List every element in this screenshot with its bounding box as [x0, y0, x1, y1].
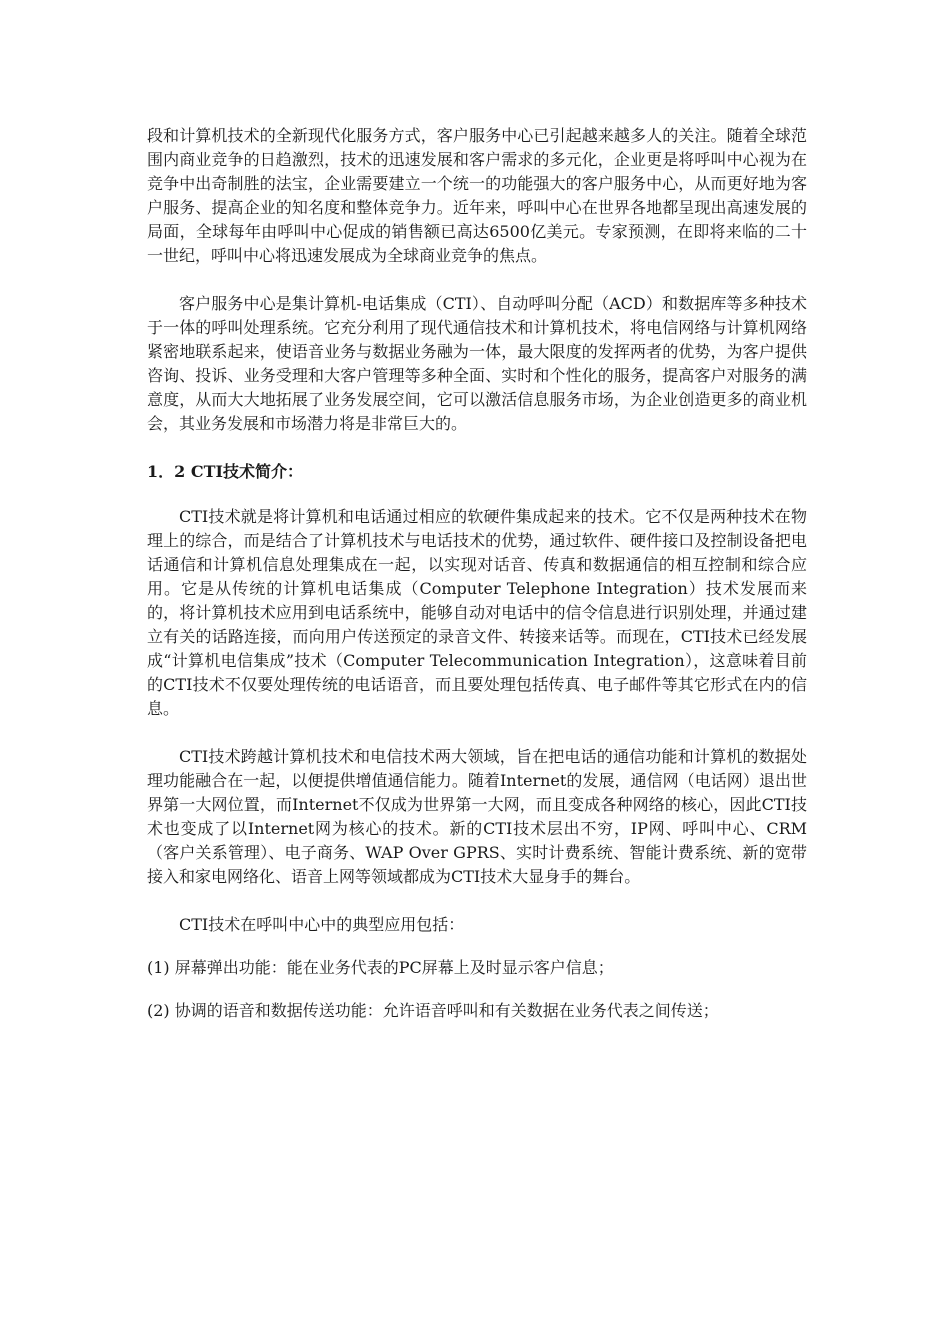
paragraph-cti-domains: CTI技术跨越计算机技术和电信技术两大领域，旨在把电话的通信功能和计算机的数据处理功能融合在一起，以便提供增值通信能力。随着Internet的发展，通信网（电话网）退出世界第一大网位置，而Internet不仅成为世界第一大网，而且变成各种网络的核心，因此CTI技术也变成了以Internet网为核心的技术。新的CTI技术层出不穷，IP网、呼叫中心、CRM（客户关系管理）、电子商务、WAP Over GPRS、实时计费系统、智能计费系统、新的宽带接入和家电网络化、语音上网等领域都成为CTI技术大显身手的舞台。 — [147, 747, 807, 886]
section-heading-cti-intro: 1．2 CTI技术简介： — [147, 462, 303, 481]
list-item-screen-popup: (1) 屏幕弹出功能：能在业务代表的PC屏幕上及时显示客户信息； — [147, 958, 614, 977]
paragraph-call-center-intro: 段和计算机技术的全新现代化服务方式，客户服务中心已引起越来越多人的关注。随着全球范围内商业竞争的日趋激烈，技术的迅速发展和客户需求的多元化，企业更是将呼叫中心视为在竞争中出奇制胜的法宝，企业需要建立一个统一的功能强大的客户服务中心，从而更好地为客户服务、提高企业的知名度和整体竞争力。近年来，呼叫中心在世界各地都呈现出高速发展的局面，全球每年由呼叫中心促成的销售额已高达6500亿美元。专家预测，在即将来临的二十一世纪，呼叫中心将迅速发展成为全球商业竞争的焦点。 — [147, 126, 807, 265]
paragraph-cti-definition: CTI技术就是将计算机和电话通过相应的软硬件集成起来的技术。它不仅是两种技术在物理上的综合，而是结合了计算机技术与电话技术的优势，通过软件、硬件接口及控制设备把电话通信和计算机信息处理集成在一起，以实现对话音、传真和数据通信的相互控制和综合应用。它是从传统的计算机电话集成（Computer Telephone Integration）技术发展而来的，将计算机技术应用到电话系统中，能够自动对电话中的信令信息进行识别处理，并通过建立有关的话路连接，而向用户传送预定的录音文件、转接来话等。而现在，CTI技术已经发展成“计算机电信集成”技术（Computer Telecommunication Integration），这意味着目前的CTI技术不仅要处理传统的电话语音，而且要处理包括传真、电子邮件等其它形式在内的信息。 — [147, 507, 807, 718]
list-item-voice-data-transfer: (2) 协调的语音和数据传送功能：允许语音呼叫和有关数据在业务代表之间传送； — [147, 1001, 719, 1020]
paragraph-cti-applications-lead: CTI技术在呼叫中心中的典型应用包括： — [179, 915, 465, 934]
paragraph-customer-service-center: 客户服务中心是集计算机-电话集成（CTI）、自动呼叫分配（ACD）和数据库等多种技术于一体的呼叫处理系统。它充分利用了现代通信技术和计算机技术，将电信网络与计算机网络紧密地联系起来，使语音业务与数据业务融为一体，最大限度的发挥两者的优势，为客户提供咨询、投诉、业务受理和大客户管理等多种全面、实时和个性化的服务，提高客户对服务的满意度，从而大大地拓展了业务发展空间，它可以激活信息服务市场，为企业创造更多的商业机会，其业务发展和市场潜力将是非常巨大的。 — [147, 294, 807, 433]
document-page — [147, 124, 807, 1042]
